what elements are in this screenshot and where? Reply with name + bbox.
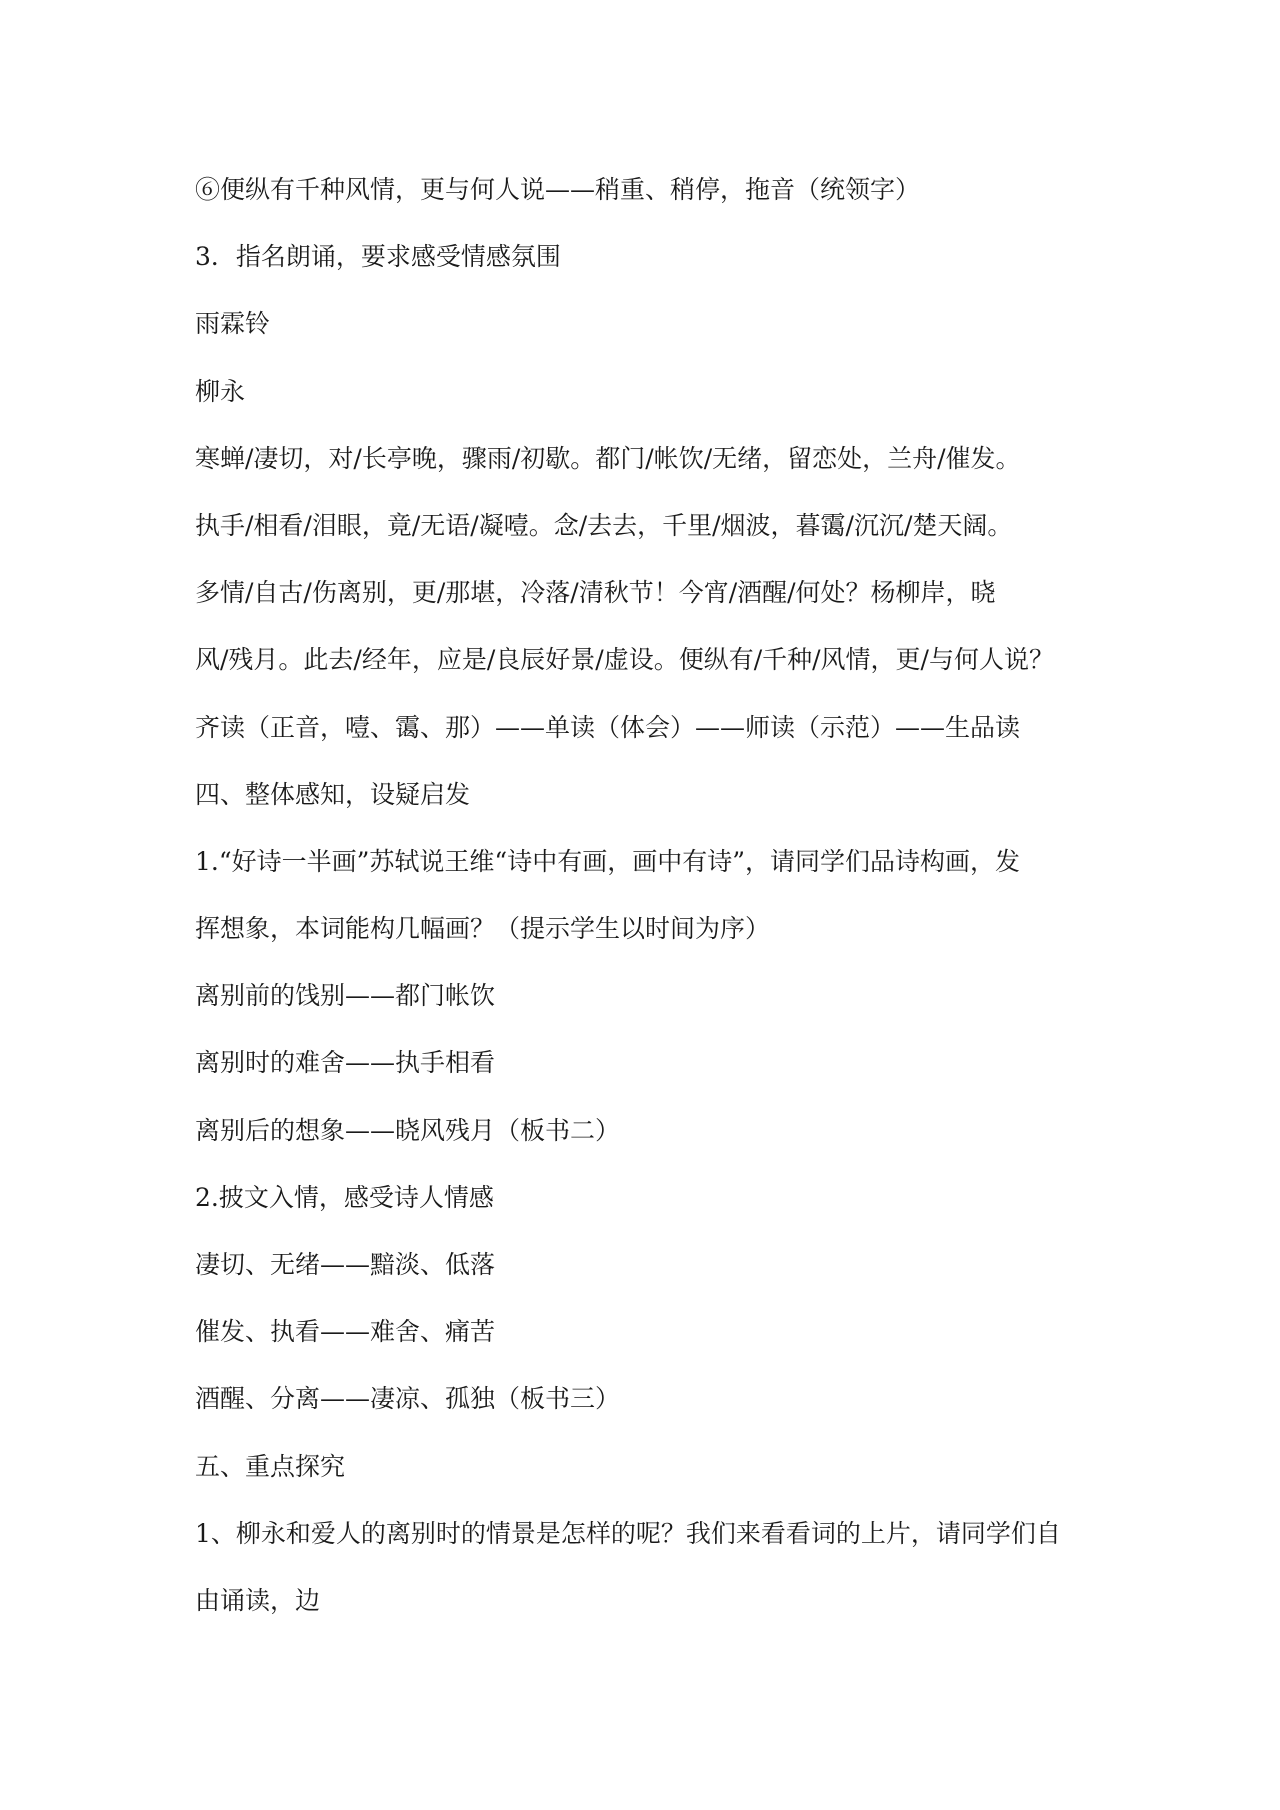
text-line: 离别后的想象——晓风残月（板书二）	[195, 1115, 621, 1145]
text-line: 离别时的难舍——执手相看	[195, 1048, 496, 1078]
poem-line: 多情/自古/伤离别，更/那堪，冷落/清秋节！今宵/酒醒/何处？杨柳岸，晓	[195, 578, 996, 608]
text-line: 1.“好诗一半画”苏轼说王维“诗中有画，画中有诗”，请同学们品诗构画，发	[195, 846, 1020, 876]
text-line-reading-order: 齐读（正音，噎、霭、那）——单读（体会）——师读（示范）——生品读	[195, 712, 1021, 742]
section-heading: 四、整体感知，设疑启发	[195, 779, 471, 809]
text-line-stress-note: ⑥便纵有千种风情，更与何人说——稍重、稍停，拖音（统领字）	[195, 175, 921, 204]
text-line: 催发、执看——难舍、痛苦	[195, 1317, 496, 1347]
poem-author: 柳永	[195, 376, 246, 406]
text-line: 1、柳永和爱人的离别时的情景是怎样的呢？我们来看看词的上片，请同学们自	[195, 1518, 1061, 1548]
text-line: 离别前的饯别——都门帐饮	[195, 981, 496, 1011]
text-line: 2.披文入情，感受诗人情感	[195, 1182, 494, 1212]
poem-title: 雨霖铃	[195, 309, 271, 339]
poem-line: 寒蝉/凄切，对/长亭晚，骤雨/初歇。都门/帐饮/无绪，留恋处，兰舟/催发。	[195, 443, 1021, 473]
poem-line: 执手/相看/泪眼，竟/无语/凝噎。念/去去，千里/烟波，暮霭/沉沉/楚天阔。	[195, 510, 1013, 540]
text-line: 凄切、无绪——黯淡、低落	[195, 1250, 496, 1279]
poem-line: 风/残月。此去/经年，应是/良辰好景/虚设。便纵有/千种/风情，更/与何人说？	[195, 645, 1054, 675]
text-line: 挥想象，本词能构几幅画？（提示学生以时间为序）	[195, 914, 771, 944]
text-line: 由诵读，边	[195, 1585, 321, 1615]
text-line-reading-step: 3．指名朗诵，要求感受情感氛围	[195, 242, 561, 272]
document-body	[195, 168, 1095, 1646]
section-heading: 五、重点探究	[195, 1451, 346, 1481]
text-line: 酒醒、分离——凄凉、孤独（板书三）	[195, 1384, 621, 1414]
